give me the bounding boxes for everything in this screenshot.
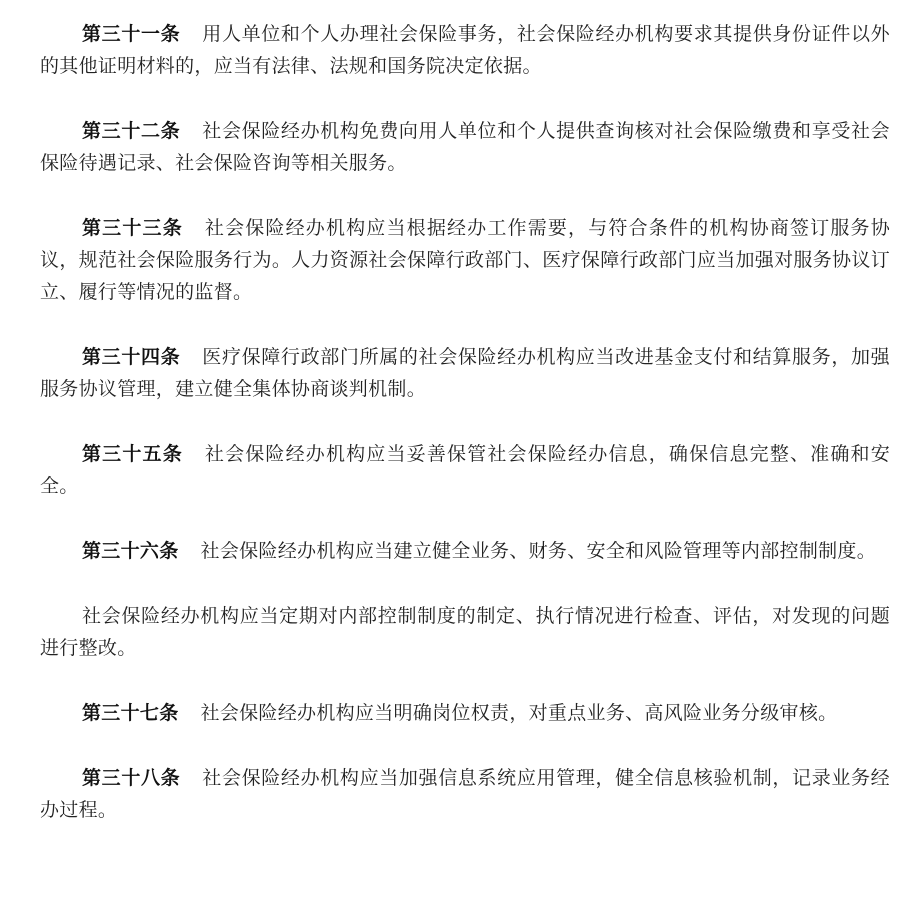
article-34 <box>40 341 890 405</box>
article-37 <box>40 697 890 729</box>
article-number: 第三十五条 <box>82 443 183 465</box>
article-text: 社会保险经办机构应当定期对内部控制制度的制定、执行情况进行检查、评估，对发现的问题进行整改。 <box>40 605 890 659</box>
article-36 <box>40 535 890 567</box>
article-text: 医疗保障行政部门所属的社会保险经办机构应当改进基金支付和结算服务，加强服务协议管理，建立健全集体协商谈判机制。 <box>40 346 890 400</box>
article-31 <box>40 18 890 82</box>
article-number: 第三十四条 <box>82 346 181 368</box>
article-38 <box>40 762 890 826</box>
article-text: 社会保险经办机构应当妥善保管社会保险经办信息，确保信息完整、准确和安全。 <box>40 443 890 497</box>
article-35 <box>40 438 890 502</box>
article-number: 第三十七条 <box>82 702 179 724</box>
article-text: 社会保险经办机构应当明确岗位权责，对重点业务、高风险业务分级审核。 <box>200 702 838 724</box>
article-number: 第三十八条 <box>82 767 181 789</box>
article-32 <box>40 115 890 179</box>
article-text: 社会保险经办机构应当根据经办工作需要，与符合条件的机构协商签订服务协议，规范社会保险服务行为。人力资源社会保障行政部门、医疗保障行政部门应当加强对服务协议订立、履行等情况的监督。 <box>40 217 890 303</box>
article-text: 社会保险经办机构应当加强信息系统应用管理，健全信息核验机制，记录业务经办过程。 <box>40 767 890 821</box>
article-33 <box>40 212 890 308</box>
document-body <box>40 18 890 859</box>
article-36-paragraph-2 <box>40 600 890 664</box>
article-text: 社会保险经办机构免费向用人单位和个人提供查询核对社会保险缴费和享受社会保险待遇记录、社会保险咨询等相关服务。 <box>40 120 890 174</box>
article-number: 第三十二条 <box>82 120 181 142</box>
article-text: 用人单位和个人办理社会保险事务，社会保险经办机构要求其提供身份证件以外的其他证明材料的，应当有法律、法规和国务院决定依据。 <box>40 23 890 77</box>
article-number: 第三十六条 <box>82 540 179 562</box>
article-number: 第三十一条 <box>82 23 181 45</box>
article-text: 社会保险经办机构应当建立健全业务、财务、安全和风险管理等内部控制制度。 <box>200 540 877 562</box>
article-number: 第三十三条 <box>82 217 183 239</box>
